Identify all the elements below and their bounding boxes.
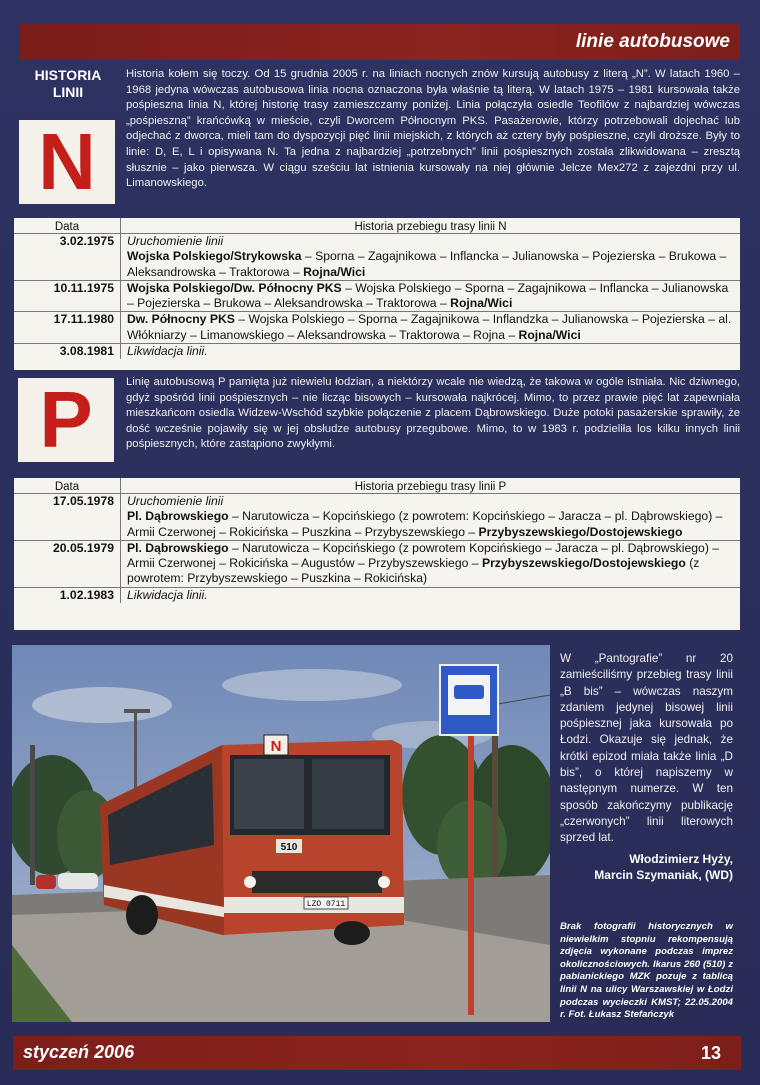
route-end: Przybyszewskiego/Dostojewskiego	[481, 556, 686, 571]
line-n-route-table	[14, 218, 740, 370]
bus-licence-plate: LZO 0711	[306, 900, 346, 909]
route-stops: – Narutowicza – Kopcińskiego (z powrotem: Kopcińskiego – Jaracza – pl. Dąbrowskiego) – Armii Czerwonej – Rokicińska – Puszkina – Przybyszewskiego –	[127, 509, 723, 539]
row-route	[121, 344, 741, 360]
row-date: 17.11.1980	[14, 312, 121, 344]
route-start: Wojska Polskiego/Strykowska	[127, 249, 302, 264]
page-number: 13	[700, 1043, 721, 1063]
route-stops: – Wojska Polskiego – Sporna – Zagajnikowa – Inflancka – Julianowska – Pojezierska – Brukowa – Aleksandrowska – Traktorowa –	[127, 280, 729, 311]
row-route	[121, 312, 741, 344]
footer-bar	[13, 1036, 741, 1070]
section-title: linie autobusowe	[575, 31, 730, 52]
line-n-description: Historia kołem się toczy. Od 15 grudnia 2005 r. na liniach nocnych znów kursują autobusy z literą „N”. W latach 1960 – 1968 jedyna wówczas autobusowa linia nocna oznaczona była właśnie tą literą. W latach 1975 – 1981 kursowała także pośpieszna linia N, której historię trasy zamieszczamy poniżej. Linia połączyła osiedle Teofilów z najbardziej wówczas „pośpieszną” krańcówką w mieście, czyli Dworcem Północnym PKS. Pasażerowie, którzy potrzebowali dojechać lub odjechać z dworca, mieli tam do dyspozycji pięć linii miejskich, z których aż cztery były pośpieszne, czyli droższe. Były to linie: D, E, L i opisywana N. Ta jedna z najbardziej „potrzebnych” linii pośpiesznych została zlikwidowana – zresztą słusznie – jako pierwsza. W ciągu sześciu lat istnienia kursowały na niej głównie Jelcze Mex272 z zajezdni przy ul. Limanowskiego.	[126, 68, 740, 190]
row-event: Likwidacja linii.	[127, 344, 208, 359]
column-header-history: Historia przebiegu trasy linii N	[121, 218, 741, 234]
table-row	[14, 540, 740, 587]
bus-line-sign: N	[270, 738, 282, 755]
route-end: Przybyszewskiego/Dostojewskiego	[478, 524, 683, 539]
history-label-line2: LINII	[52, 84, 84, 100]
route-start: Wojska Polskiego/Dw. Północny PKS	[127, 280, 342, 295]
route-stops: – Wojska Polskiego – Sporna – Zagajnikowa – Inflandzka – Julianowska – Pojezierska – al. Włókniarzy – Limanowskiego – Aleksandrowska – Traktorowa – Rojna –	[127, 312, 732, 342]
article-note: W „Pantografie” nr 20 zamieściliśmy przebieg trasy linii „B bis” – wówczas naszym zdaniem jedynej bisowej linii pośpiesznej jaka kursowała po Łodzi. Okazuje się jednak, że krótki epizod miała także linia „D bis”, o której napiszemy w następnym numerze. W ten sposób zakończymy publikację „czerwonych” linii literowych sprzed lat.	[560, 652, 733, 845]
row-route	[121, 540, 741, 587]
row-date: 10.11.1975	[14, 280, 121, 312]
route-end: Rojna/Wici	[303, 264, 366, 279]
table-row	[14, 234, 740, 281]
author-line-2: Marcin Szymaniak, (WD)	[594, 868, 733, 882]
column-header-date: Data	[14, 218, 121, 234]
history-label-line1: HISTORIA	[34, 67, 102, 83]
row-event: Uruchomienie linii	[127, 494, 224, 508]
bus-photo	[12, 645, 550, 1022]
column-header-history: Historia przebiegu trasy linii P	[121, 478, 741, 494]
author-line-1: Włodzimierz Hyży,	[629, 852, 733, 866]
row-event: Uruchomienie linii	[127, 234, 224, 248]
row-route	[121, 280, 741, 312]
history-label	[22, 67, 114, 101]
table-row	[14, 280, 740, 312]
route-end: Rojna/Wici	[450, 296, 513, 311]
row-date: 3.02.1975	[14, 234, 121, 281]
authors	[560, 851, 733, 883]
row-event: Likwidacja linii.	[127, 587, 208, 602]
row-route	[121, 234, 741, 281]
row-route	[121, 494, 741, 541]
photo-caption: Brak fotografii historycznych w niewielkim stopniu rekompensują zdjęcia wykonane podczas imprez okolicznościowych. Ikarus 260 (510) z pabianickiego MZK pozuje z tablicą linii N na ulicy Warszawskiej w Łodzi podczas wycieczki KMST; 22.05.2004 r. Fot. Łukasz Stefańczyk	[560, 921, 733, 1021]
route-stops: – Narutowicza – Kopcińskiego (z powrotem Kopcińskiego – Jaracza – pl. Dąbrowskiego) – Armii Czerwonej – Rokicińska – Augustów – Przybyszewskiego –	[127, 540, 720, 571]
section-header-bar	[20, 24, 740, 60]
row-date: 3.08.1981	[14, 344, 121, 360]
table-row	[14, 587, 740, 603]
route-start: Pl. Dąbrowskiego	[127, 540, 229, 555]
route-start: Dw. Północny PKS	[127, 312, 235, 327]
column-header-date: Data	[14, 478, 121, 494]
route-tail: (z powrotem: Przybyszewskiego – Puszkina – Rokicińska)	[127, 556, 700, 586]
row-date: 1.02.1983	[14, 587, 121, 603]
row-date: 17.05.1978	[14, 494, 121, 541]
route-start: Pl. Dąbrowskiego	[127, 509, 229, 524]
line-p-route-table	[14, 478, 740, 630]
line-p-description: Linię autobusową P pamięta już niewielu łodzian, a niektórzy wcale nie wiedzą, że takowa w ogóle istniała. Nic dziwnego, gdyż spośród linii pośpiesznych – nie licząc bisowych – kursowała najkrócej. Mimo, to przez prawie pięć lat zapewniała mieszkańcom osiedla Widzew-Wschód szybkie połączenie z placem Dąbrowskiego. Duże potoki pasażerskie sprawiły, że dość wcześnie pojawiły się w jej obsłudze autobusy przegubowe. Mimo, to w 1983 r. podzieliła los kilku innych linii pośpiesznych, które zastąpiono zwykłymi.	[126, 376, 740, 451]
line-n-badge: N	[19, 120, 115, 204]
table-row	[14, 312, 740, 344]
table-row	[14, 494, 740, 541]
row-route	[121, 587, 741, 603]
row-date: 20.05.1979	[14, 540, 121, 587]
table-row	[14, 344, 740, 360]
line-p-badge: P	[18, 378, 114, 462]
route-end: Rojna/Wici	[518, 327, 581, 342]
issue-date: styczeń 2006	[23, 1042, 135, 1062]
bus-fleet-number: 510	[280, 842, 298, 853]
route-stops: – Sporna – Zagajnikowa – Inflancka – Julianowska – Pojezierska – Brukowa – Aleksandrowska – Traktorowa –	[127, 249, 727, 279]
